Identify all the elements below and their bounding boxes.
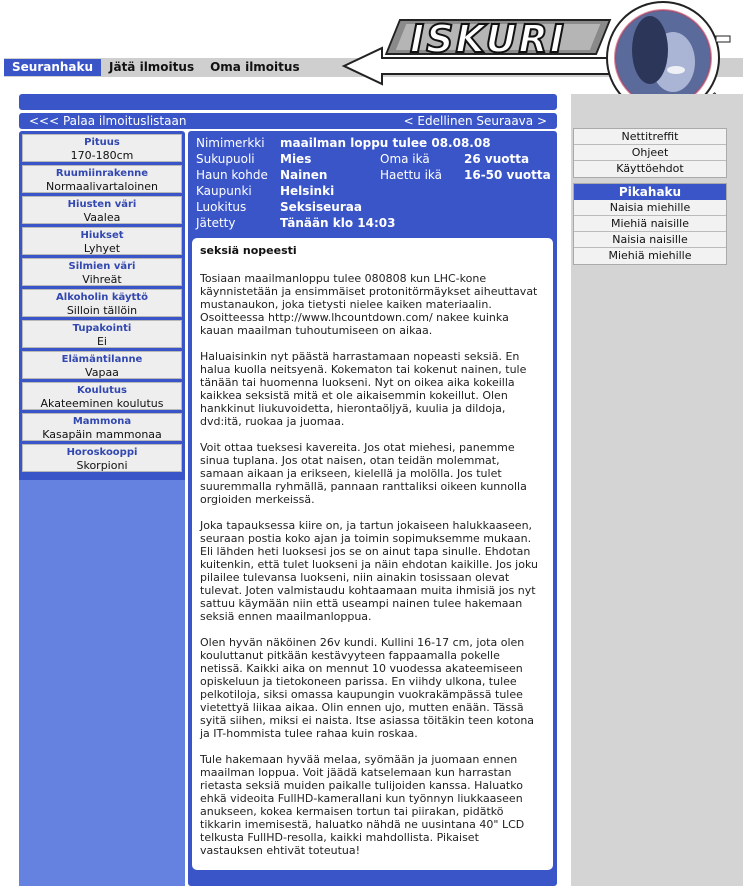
ad-navigation-bar: [19, 113, 557, 129]
tab-seuranhaku[interactable]: Seuranhaku: [4, 59, 101, 76]
site-links: [573, 128, 727, 178]
attribute-label: Tupakointi: [72, 323, 132, 334]
posted-value: Tänään klo 14:03: [280, 216, 396, 230]
attribute-label: Pituus: [84, 137, 120, 148]
attribute-value: Skorpioni: [76, 459, 128, 472]
attribute-koulutus: [22, 382, 182, 410]
ad-title: seksiä nopeesti: [200, 244, 297, 257]
tab-jata-ilmoitus[interactable]: Jätä ilmoitus: [109, 60, 195, 74]
ad-paragraph: Haluaisinkin nyt päästä harrastamaan nopeasti seksiä. En halua kuolla neitsyenä. Kokematon tai kokenut nainen, tule tänään tai huomenna luokseni. Nyt on oikea aika kokeilla kaikkea seksistä mitä et ole aikaisemmin kokeillut. Olen hankkinut liukuvoidetta, hierontaöljyä, kuulia ja dildoja, dvd:itä, ruokaa ja juomaa.: [200, 350, 527, 428]
quick-search: [573, 183, 727, 265]
attribute-ruumiinrakenne: [22, 165, 182, 193]
attribute-label: Silmien väri: [68, 261, 136, 272]
city-value: Helsinki: [280, 184, 335, 198]
link-ohjeet[interactable]: Ohjeet: [574, 145, 726, 161]
quick-search-men-for-men[interactable]: Miehiä miehille: [608, 249, 692, 262]
main-tabs: [4, 59, 308, 76]
attribute-value: Vapaa: [85, 366, 119, 379]
attribute-tupakointi: [22, 320, 182, 348]
attribute-value: Vihreät: [82, 273, 122, 286]
target-age-value: 16-50 vuotta: [464, 168, 551, 182]
quick-search-women-for-women[interactable]: Naisia naisille: [574, 232, 726, 248]
attribute-value: Vaalea: [83, 211, 121, 224]
link-kayttoehdot[interactable]: Käyttöehdot: [616, 162, 684, 175]
attribute-elamantilanne: [22, 351, 182, 379]
attribute-hiusten-vari: [22, 196, 182, 224]
attribute-pituus: [22, 134, 182, 162]
attribute-value: 170-180cm: [70, 149, 134, 162]
quick-search-women-for-men[interactable]: Naisia miehille: [574, 200, 726, 216]
attribute-mammona: [22, 413, 182, 441]
nick-label: Nimimerkki: [196, 136, 265, 150]
link-nettitreffit[interactable]: Nettitreffit: [574, 129, 726, 145]
nick-value: maailman loppu tulee 08.08.08: [280, 136, 491, 150]
attribute-label: Mammona: [72, 416, 132, 427]
attribute-hiukset: [22, 227, 182, 255]
target-label: Haun kohde: [196, 168, 268, 182]
attribute-label: Hiukset: [80, 230, 124, 241]
sex-label: Sukupuoli: [196, 152, 255, 166]
attributes-list: [22, 134, 182, 475]
back-to-list-link[interactable]: <<< Palaa ilmoituslistaan: [29, 114, 187, 128]
attribute-value: Normaalivartaloinen: [46, 180, 158, 193]
attribute-label: Hiusten väri: [67, 199, 137, 210]
prev-next-link[interactable]: < Edellinen Seuraava >: [403, 114, 547, 128]
quick-search-men-for-women[interactable]: Miehiä naisille: [574, 216, 726, 232]
attribute-label: Alkoholin käyttö: [56, 292, 148, 303]
tab-oma-ilmoitus[interactable]: Oma ilmoitus: [210, 60, 300, 74]
attributes-panel-fill: [19, 480, 185, 886]
ad-paragraph: Voit ottaa tueksesi kavereita. Jos otat miehesi, panemme sinua tuplana. Jos otat naisen, otan teidän molemmat, samaan aikaan ja erikseen, kielellä ja molölla. Jos tulet suuremmalla ryhmällä, pannaan ranttaliksi oikeen kunnolla orgioiden merkeissä.: [200, 441, 527, 506]
attribute-value: Silloin tällöin: [66, 304, 138, 317]
attribute-horoskooppi: [22, 444, 182, 472]
attribute-value: Akateeminen koulutus: [40, 397, 164, 410]
age-value: 26 vuotta: [464, 152, 530, 166]
target-value: Nainen: [280, 168, 328, 182]
attribute-label: Horoskooppi: [66, 447, 138, 458]
sex-value: Mies: [280, 152, 312, 166]
category-value: Seksiseuraa: [280, 200, 362, 214]
attribute-silmien-vari: [22, 258, 182, 286]
attribute-label: Ruumiinrakenne: [55, 168, 149, 179]
ad-paragraph: Tosiaan maailmanloppu tulee 080808 kun LHC-kone käynnistetään ja ensimmäiset protonitörmäykset aiheuttavat mustanaukon, joka tietysti nielee kaiken materiaalin. Osoitteessa http://www.lhcountdown.com/ nakee kuinka kauan maailman tuhoutumiseen on aikaa.: [200, 272, 538, 337]
attribute-label: Elämäntilanne: [61, 354, 143, 365]
city-label: Kaupunki: [196, 184, 252, 198]
ad-text-box: [192, 238, 553, 870]
attribute-value: Lyhyet: [83, 242, 121, 255]
ad-paragraph: Olen hyvän näköinen 26v kundi. Kullini 16-17 cm, jota olen kouluttanut pitkään kestävyyteen fappaamalla pokelle netissä. Kaikki aika on mennut 10 vuodessa akateemiseen opiskeluun ja tietokoneen parissa. En viihdy ulkona, tulee pelkotiloja, siksi omassa kaupungin vuokrakämpässä tulee vietettyä liikaa aikaa. Olin ennen ujo, mutten enään. Tässä syitä siihen, miksi ei naista. Itse asiassa töitäkin teen kotona ja IT-hommista tulee rahaa kuin roskaa.: [200, 636, 535, 740]
posted-label: Jätetty: [196, 216, 236, 230]
header-bar: [19, 94, 557, 110]
logo-text: ISKURI: [410, 17, 566, 61]
attribute-value: Kasapäin mammonaa: [42, 428, 162, 441]
ad-paragraph: Joka tapauksessa kiire on, ja tartun jokaiseen halukkaaseen, seuraan postia koko ajan ja toimin sopimuksemme mukaan. Eli lähden heti luoksesi jos se on ainut tapa sinulle. Ehdotan kuitenkin, että tulet luokseni ja näin ehdotan kaikille. Jos joku pilailee tulevansa luokseni, niin ainakin tosissaan olevat tulevat. Joten valmistaudu kohtaamaan muita ihmisiä jos nyt sattuu käymään niin että useampi nainen tulee hakemaan seksiä ennen maailmanloppua.: [200, 519, 538, 623]
age-label: Oma ikä: [380, 152, 430, 166]
target-age-label: Haettu ikä: [380, 168, 443, 182]
attribute-alkoholin-kaytto: [22, 289, 182, 317]
category-label: Luokitus: [196, 200, 247, 214]
attribute-label: Koulutus: [77, 385, 127, 396]
ad-paragraph: Tule hakemaan hyvää melaa, syömään ja juomaan ennen maailman loppua. Voit jäädä katselemaan kun harrastan rietasta seksiä muiden paikalle tulijoiden kanssa. Haluatko ehkä videoita FullHD-kamerallani kun työnnyn liukkaaseen anukseen, kokea kermaisen tortun tai piirakan, pidätkö tikkarin imemisestä, haluatko nähdä ne uusintana 40" LCD telkusta FullHD-resolla, kaikki mahdollista. Pikaiset vastauksen ehtivät toteutua!: [200, 753, 525, 857]
attribute-value: Ei: [96, 335, 107, 348]
quick-search-title: Pikahaku: [574, 184, 726, 200]
